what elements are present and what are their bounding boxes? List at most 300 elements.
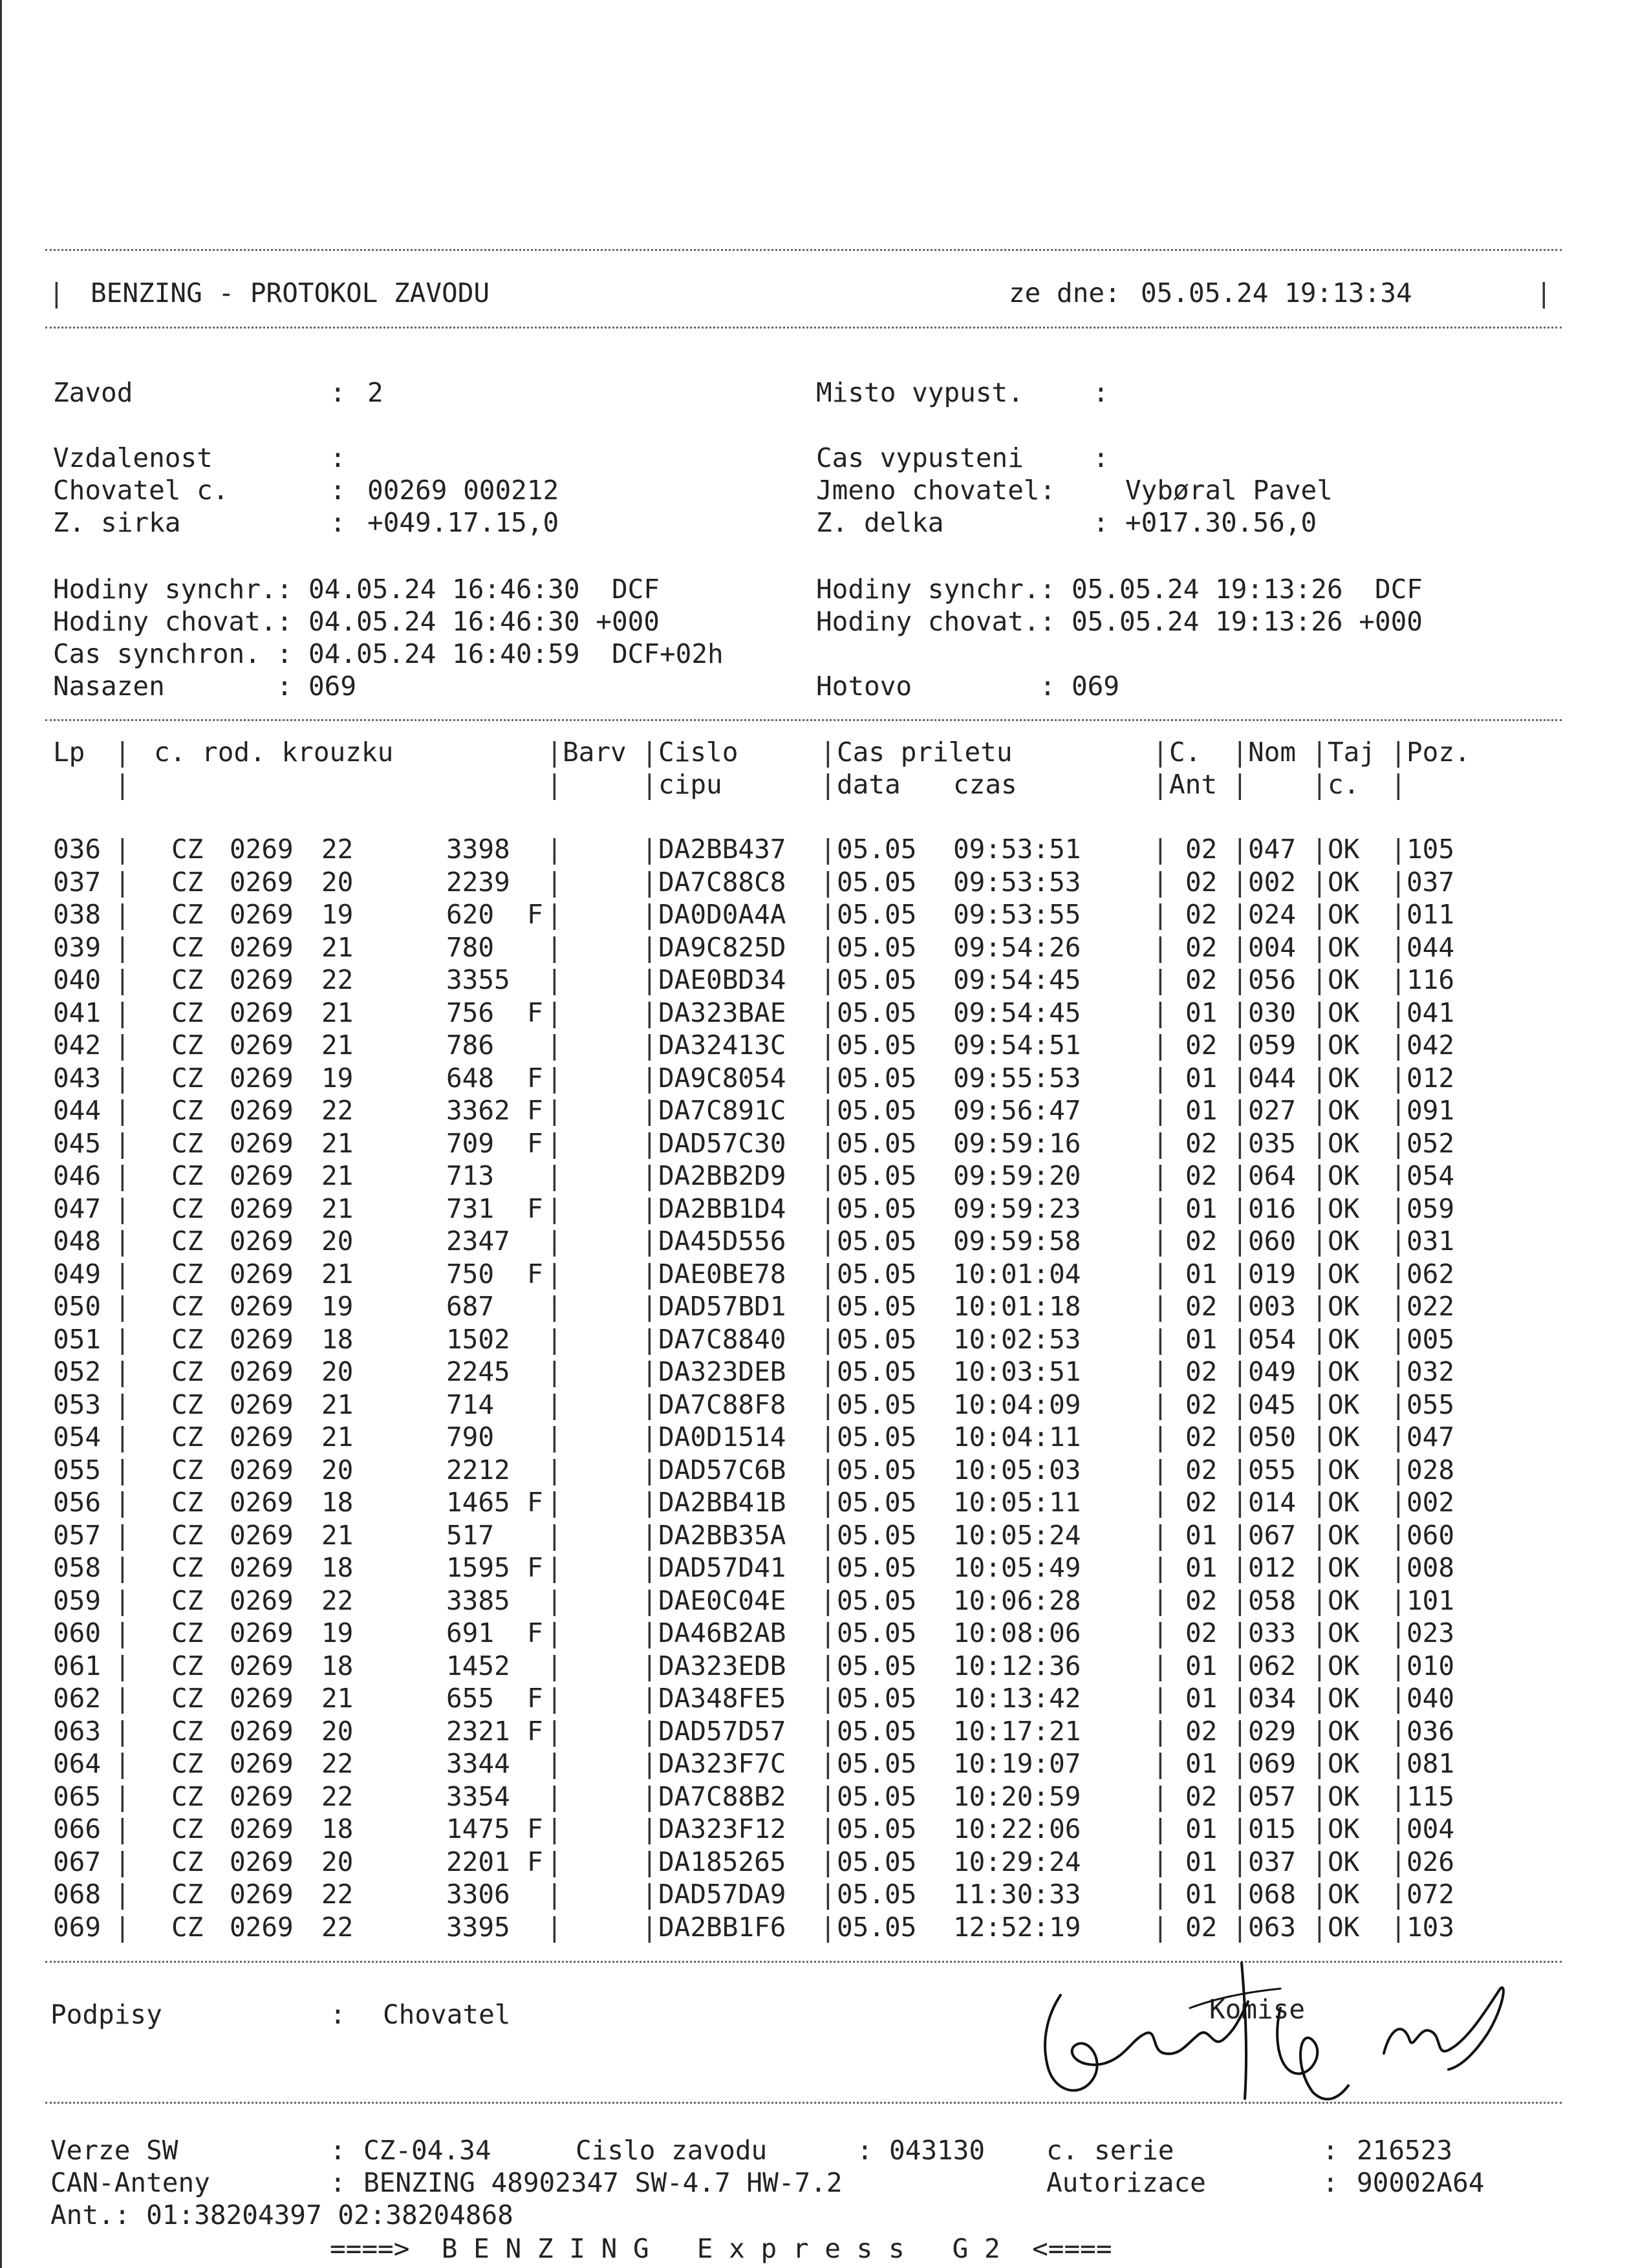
column-divider: | (1390, 1519, 1406, 1551)
column-divider: | (546, 1095, 563, 1126)
row-nom: 047 (1248, 834, 1297, 865)
row-org: 0269 (230, 866, 294, 898)
column-divider: | (1390, 1715, 1406, 1747)
row-poz: 022 (1406, 1291, 1455, 1322)
row-org: 0269 (230, 1487, 294, 1518)
table-row (0, 1584, 1649, 1617)
row-chip: DAE0C04E (658, 1584, 786, 1616)
column-divider: | (1152, 1813, 1169, 1844)
row-nom: 012 (1248, 1552, 1297, 1583)
sirka-label: Z. sirka (53, 507, 181, 538)
row-year: 18 (321, 1650, 354, 1681)
row-date: 05.05 (837, 1780, 917, 1812)
col-cislo: Cislo (658, 737, 738, 768)
row-org: 0269 (230, 1030, 294, 1061)
column-divider: | (546, 1454, 563, 1485)
column-divider: | (1390, 1095, 1406, 1126)
column-divider: | (820, 1193, 836, 1224)
row-nom: 054 (1248, 1323, 1297, 1355)
row-sex: F (527, 1095, 543, 1126)
row-org: 0269 (230, 1193, 294, 1224)
row-taj: OK (1328, 1193, 1360, 1224)
row-ant: 02 (1185, 899, 1218, 930)
row-ring: 1465 (446, 1487, 510, 1518)
row-taj: OK (1328, 1356, 1360, 1387)
row-chip: DA9C825D (658, 931, 786, 963)
row-poz: 012 (1406, 1062, 1455, 1094)
table-row (0, 1813, 1649, 1846)
row-ant: 01 (1185, 1846, 1218, 1877)
row-year: 21 (321, 1030, 354, 1061)
column-divider: | (1390, 1323, 1406, 1355)
column-divider: | (1390, 1160, 1406, 1191)
row-time: 10:06:28 (953, 1584, 1081, 1616)
column-divider: | (820, 1715, 836, 1747)
row-time: 10:17:21 (953, 1715, 1081, 1747)
column-divider: | (641, 1127, 658, 1159)
row-country: CZ (171, 1291, 204, 1322)
column-divider: | (641, 1650, 658, 1681)
row-poz: 060 (1406, 1519, 1455, 1551)
brand-line: ====> B E N Z I N G E x p r e s s G 2 <==== (330, 2233, 1112, 2264)
row-nom: 016 (1248, 1193, 1297, 1224)
column-divider: | (1152, 1193, 1169, 1224)
table-row (0, 1551, 1649, 1584)
row-taj: OK (1328, 1715, 1360, 1747)
row-org: 0269 (230, 964, 294, 995)
column-divider: | (1390, 737, 1406, 768)
row-nom: 004 (1248, 931, 1297, 963)
column-divider: | (1232, 964, 1248, 995)
column-divider: | (641, 1487, 658, 1518)
column-divider: | (1232, 1650, 1248, 1681)
row-ant: 01 (1185, 1095, 1218, 1126)
row-lp: 036 (53, 834, 102, 865)
row-org: 0269 (230, 1226, 294, 1257)
column-divider: | (641, 1388, 658, 1420)
column-divider: | (1152, 1323, 1169, 1355)
row-country: CZ (171, 1062, 204, 1094)
column-divider: | (1311, 1095, 1328, 1126)
row-nom: 019 (1248, 1258, 1297, 1290)
row-ring: 786 (446, 1030, 495, 1061)
row-ring: 3355 (446, 964, 510, 995)
column-divider: | (1390, 1356, 1406, 1387)
row-ant: 02 (1185, 1030, 1218, 1061)
col-czas: czas (953, 769, 1017, 800)
column-divider: | (1390, 1846, 1406, 1877)
row-ring: 750 (446, 1258, 495, 1290)
row-nom: 056 (1248, 964, 1297, 995)
report-date-label: ze dne: (1009, 277, 1121, 308)
column-divider: | (546, 1780, 563, 1812)
column-divider: | (1390, 1911, 1406, 1943)
row-ant: 02 (1185, 1780, 1218, 1812)
column-divider: | (546, 899, 563, 930)
column-divider: | (820, 1813, 836, 1844)
row-nom: 030 (1248, 997, 1297, 1028)
row-time: 10:04:09 (953, 1388, 1081, 1420)
row-lp: 045 (53, 1127, 102, 1159)
row-lp: 053 (53, 1388, 102, 1420)
column-divider: | (1232, 1323, 1248, 1355)
column-divider: | (641, 1291, 658, 1322)
column-divider: | (1311, 834, 1328, 865)
row-sex: F (527, 1258, 543, 1290)
row-time: 10:05:24 (953, 1519, 1081, 1551)
row-taj: OK (1328, 931, 1360, 963)
row-chip: DAD57C30 (658, 1127, 786, 1159)
column-divider: | (1232, 1421, 1248, 1453)
row-lp: 050 (53, 1291, 102, 1322)
column-divider: | (820, 1454, 836, 1485)
column-divider: | (1390, 1030, 1406, 1061)
column-divider: | (1232, 1715, 1248, 1747)
verze-value: CZ-04.34 (363, 2135, 491, 2166)
jmeno-value: Vybøral Pavel (1125, 475, 1333, 506)
antennas-line: Ant.: 01:38204397 02:38204868 (50, 2199, 513, 2230)
col-lp: Lp (53, 737, 85, 768)
row-sex: F (527, 1487, 543, 1518)
column-divider: | (1311, 1421, 1328, 1453)
table-row (0, 1454, 1649, 1487)
row-org: 0269 (230, 1062, 294, 1094)
column-divider: | (1311, 1780, 1328, 1812)
row-chip: DA2BB437 (658, 834, 786, 865)
row-nom: 003 (1248, 1291, 1297, 1322)
row-lp: 041 (53, 997, 102, 1028)
column-divider: | (1390, 1291, 1406, 1322)
can-value: BENZING 48902347 SW-4.7 HW-7.2 (363, 2167, 843, 2198)
column-divider: | (1311, 737, 1328, 768)
column-divider: | (546, 1650, 563, 1681)
row-nom: 062 (1248, 1650, 1297, 1681)
row-taj: OK (1328, 1323, 1360, 1355)
row-ring: 1475 (446, 1813, 510, 1844)
column-divider: | (820, 1683, 836, 1714)
row-lp: 066 (53, 1813, 102, 1844)
table-row (0, 1160, 1649, 1193)
column-divider: | (114, 1911, 131, 1943)
row-time: 09:55:53 (953, 1062, 1081, 1094)
column-divider: | (1390, 1552, 1406, 1583)
column-divider: | (641, 769, 658, 800)
column-divider: | (114, 1748, 131, 1779)
row-country: CZ (171, 1487, 204, 1518)
row-ring: 2212 (446, 1454, 510, 1485)
table-row (0, 964, 1649, 997)
column-divider: | (1311, 1552, 1328, 1583)
column-divider: | (1390, 964, 1406, 995)
column-divider: | (820, 737, 836, 768)
row-time: 10:02:53 (953, 1323, 1081, 1355)
column-divider: | (641, 1062, 658, 1094)
column-divider: | (820, 1617, 836, 1648)
column-divider: | (546, 866, 563, 898)
row-chip: DA7C891C (658, 1095, 786, 1126)
row-lp: 058 (53, 1552, 102, 1583)
column-divider: | (114, 1879, 131, 1910)
col-nom: Nom (1248, 737, 1297, 768)
row-year: 22 (321, 1748, 354, 1779)
table-row (0, 1715, 1649, 1748)
row-time: 11:30:33 (953, 1879, 1081, 1910)
column-divider: | (1232, 1552, 1248, 1583)
col-poz: Poz. (1406, 737, 1471, 768)
row-taj: OK (1328, 834, 1360, 865)
row-ring: 709 (446, 1127, 495, 1159)
row-year: 20 (321, 1226, 354, 1257)
autorizace-label: Autorizace (1046, 2167, 1206, 2198)
column-divider: | (820, 1291, 836, 1322)
sync-left-2: Hodiny chovat.: 04.05.24 16:46:30 +000 (53, 606, 660, 637)
row-org: 0269 (230, 1388, 294, 1420)
column-divider: | (1152, 1846, 1169, 1877)
column-divider: | (1232, 1356, 1248, 1387)
row-poz: 115 (1406, 1780, 1455, 1812)
row-chip: DAE0BD34 (658, 964, 786, 995)
row-ant: 02 (1185, 1388, 1218, 1420)
column-divider: | (820, 1030, 836, 1061)
row-lp: 048 (53, 1226, 102, 1257)
row-chip: DAD57DA9 (658, 1879, 786, 1910)
row-ring: 3398 (446, 834, 510, 865)
column-divider: | (114, 1846, 131, 1877)
table-row (0, 1290, 1649, 1323)
column-divider: | (1390, 1780, 1406, 1812)
row-taj: OK (1328, 964, 1360, 995)
row-ant: 02 (1185, 1584, 1218, 1616)
column-divider: | (1311, 1193, 1328, 1224)
delka-value: +017.30.56,0 (1125, 507, 1317, 538)
row-ant: 01 (1185, 1519, 1218, 1551)
column-divider: | (1152, 1226, 1169, 1257)
row-taj: OK (1328, 1160, 1360, 1191)
row-date: 05.05 (837, 1715, 917, 1747)
row-sex: F (527, 899, 543, 930)
row-date: 05.05 (837, 997, 917, 1028)
column-divider: | (546, 1617, 563, 1648)
zavod-label: Zavod (53, 377, 133, 408)
row-time: 10:05:03 (953, 1454, 1081, 1485)
table-row (0, 866, 1649, 899)
column-divider: | (546, 834, 563, 865)
divider (45, 327, 1562, 329)
table-row (0, 1193, 1649, 1226)
komise-signature-label: Komise (1209, 1994, 1306, 2025)
column-divider: | (114, 1062, 131, 1094)
row-ant: 01 (1185, 1552, 1218, 1583)
row-sex: F (527, 1617, 543, 1648)
row-poz: 059 (1406, 1193, 1455, 1224)
column-divider: | (1152, 1388, 1169, 1420)
row-org: 0269 (230, 1421, 294, 1453)
row-nom: 015 (1248, 1813, 1297, 1844)
column-divider: | (1311, 1617, 1328, 1648)
cas-vypusteni-label: Cas vypusteni (816, 442, 1024, 473)
row-ant: 01 (1185, 1258, 1218, 1290)
col-c: C. (1169, 737, 1202, 768)
row-org: 0269 (230, 1715, 294, 1747)
row-taj: OK (1328, 1127, 1360, 1159)
row-chip: DA0D1514 (658, 1421, 786, 1453)
column-divider: | (641, 1226, 658, 1257)
row-ant: 02 (1185, 964, 1218, 995)
column-divider: | (641, 1846, 658, 1877)
row-time: 09:59:16 (953, 1127, 1081, 1159)
column-divider: | (820, 1127, 836, 1159)
row-org: 0269 (230, 1127, 294, 1159)
row-taj: OK (1328, 1095, 1360, 1126)
column-divider: | (114, 834, 131, 865)
column-divider: | (1152, 997, 1169, 1028)
column-divider: | (1311, 931, 1328, 963)
zavod-value: 2 (367, 377, 383, 408)
row-year: 22 (321, 964, 354, 995)
row-nom: 033 (1248, 1617, 1297, 1648)
row-nom: 057 (1248, 1780, 1297, 1812)
column-divider: | (820, 1584, 836, 1616)
row-taj: OK (1328, 1454, 1360, 1485)
row-ring: 3362 (446, 1095, 510, 1126)
column-divider: | (1152, 1127, 1169, 1159)
row-ant: 02 (1185, 866, 1218, 898)
column-divider: | (1232, 1454, 1248, 1485)
row-poz: 026 (1406, 1846, 1455, 1877)
row-chip: DA2BB41B (658, 1487, 786, 1518)
chovatel-signature-label: Chovatel (383, 1999, 511, 2030)
row-taj: OK (1328, 1813, 1360, 1844)
column-divider: | (1232, 1127, 1248, 1159)
column-divider: | (546, 1715, 563, 1747)
row-nom: 059 (1248, 1030, 1297, 1061)
row-ring: 2239 (446, 866, 510, 898)
row-taj: OK (1328, 1552, 1360, 1583)
table-row (0, 1421, 1649, 1454)
colon: : (330, 475, 346, 506)
column-divider: | (1390, 1650, 1406, 1681)
row-year: 21 (321, 1258, 354, 1290)
row-chip: DAD57D57 (658, 1715, 786, 1747)
row-time: 10:05:11 (953, 1487, 1081, 1518)
column-divider: | (1232, 1487, 1248, 1518)
column-divider: | (1232, 997, 1248, 1028)
row-year: 22 (321, 1780, 354, 1812)
row-chip: DA323F7C (658, 1748, 786, 1779)
table-row (0, 1747, 1649, 1780)
column-divider: | (1232, 834, 1248, 865)
row-country: CZ (171, 1584, 204, 1616)
colon: : (1093, 442, 1109, 473)
row-ring: 731 (446, 1193, 495, 1224)
column-divider: | (641, 1454, 658, 1485)
table-row (0, 931, 1649, 964)
column-divider: | (114, 1683, 131, 1714)
row-lp: 063 (53, 1715, 102, 1747)
column-divider: | (641, 1160, 658, 1191)
column-divider: | (1152, 1487, 1169, 1518)
column-divider: | (641, 737, 658, 768)
table-row (0, 1029, 1649, 1062)
column-divider: | (1311, 1911, 1328, 1943)
row-nom: 037 (1248, 1846, 1297, 1877)
row-country: CZ (171, 1748, 204, 1779)
row-chip: DA7C88B2 (658, 1780, 786, 1812)
row-org: 0269 (230, 1683, 294, 1714)
row-poz: 081 (1406, 1748, 1455, 1779)
column-divider: | (1232, 1095, 1248, 1126)
table-header-row-2 (0, 768, 1649, 801)
column-divider: | (641, 1258, 658, 1290)
table-row (0, 1617, 1649, 1650)
column-divider: | (114, 1584, 131, 1616)
row-poz: 116 (1406, 964, 1455, 995)
row-taj: OK (1328, 1846, 1360, 1877)
sync-right-2: Hodiny chovat.: 05.05.24 19:13:26 +000 (816, 606, 1423, 637)
row-year: 21 (321, 1193, 354, 1224)
column-divider: | (641, 1193, 658, 1224)
row-poz: 011 (1406, 899, 1455, 930)
column-divider: | (114, 1291, 131, 1322)
row-country: CZ (171, 1552, 204, 1583)
row-chip: DA2BB1D4 (658, 1193, 786, 1224)
row-year: 22 (321, 1911, 354, 1943)
row-org: 0269 (230, 1095, 294, 1126)
row-date: 05.05 (837, 1454, 917, 1485)
table-row (0, 1519, 1649, 1552)
column-divider: | (1152, 1683, 1169, 1714)
column-divider: | (1232, 1879, 1248, 1910)
column-divider: | (1390, 769, 1406, 800)
column-divider: | (1232, 1846, 1248, 1877)
column-divider: | (1232, 769, 1248, 800)
row-date: 05.05 (837, 1584, 917, 1616)
column-divider: | (1152, 737, 1169, 768)
column-divider: | (1311, 1291, 1328, 1322)
column-divider: | (641, 1095, 658, 1126)
row-ant: 02 (1185, 1911, 1218, 1943)
cislo-zavodu-value: 043130 (889, 2135, 986, 2166)
row-lp: 057 (53, 1519, 102, 1551)
row-year: 19 (321, 1062, 354, 1094)
column-divider: | (1152, 1617, 1169, 1648)
row-nom: 002 (1248, 866, 1297, 898)
row-time: 10:08:06 (953, 1617, 1081, 1648)
table-row (0, 1846, 1649, 1879)
report-date: 05.05.24 19:13:34 (1141, 277, 1412, 308)
row-chip: DA348FE5 (658, 1683, 786, 1714)
row-year: 20 (321, 1846, 354, 1877)
row-chip: DA185265 (658, 1846, 786, 1877)
row-ant: 02 (1185, 1291, 1218, 1322)
row-date: 05.05 (837, 964, 917, 995)
row-year: 20 (321, 1715, 354, 1747)
sync-left-4: Nasazen : 069 (53, 671, 356, 702)
column-divider: | (114, 1487, 131, 1518)
row-time: 10:01:04 (953, 1258, 1081, 1290)
row-poz: 010 (1406, 1650, 1455, 1681)
row-date: 05.05 (837, 1226, 917, 1257)
column-divider: | (114, 1388, 131, 1420)
row-date: 05.05 (837, 1846, 917, 1877)
colon: : (330, 1999, 346, 2030)
row-ring: 1452 (446, 1650, 510, 1681)
row-ring: 3306 (446, 1879, 510, 1910)
row-date: 05.05 (837, 1291, 917, 1322)
row-time: 12:52:19 (953, 1911, 1081, 1943)
row-lp: 040 (53, 964, 102, 995)
colon: : (1093, 507, 1109, 538)
